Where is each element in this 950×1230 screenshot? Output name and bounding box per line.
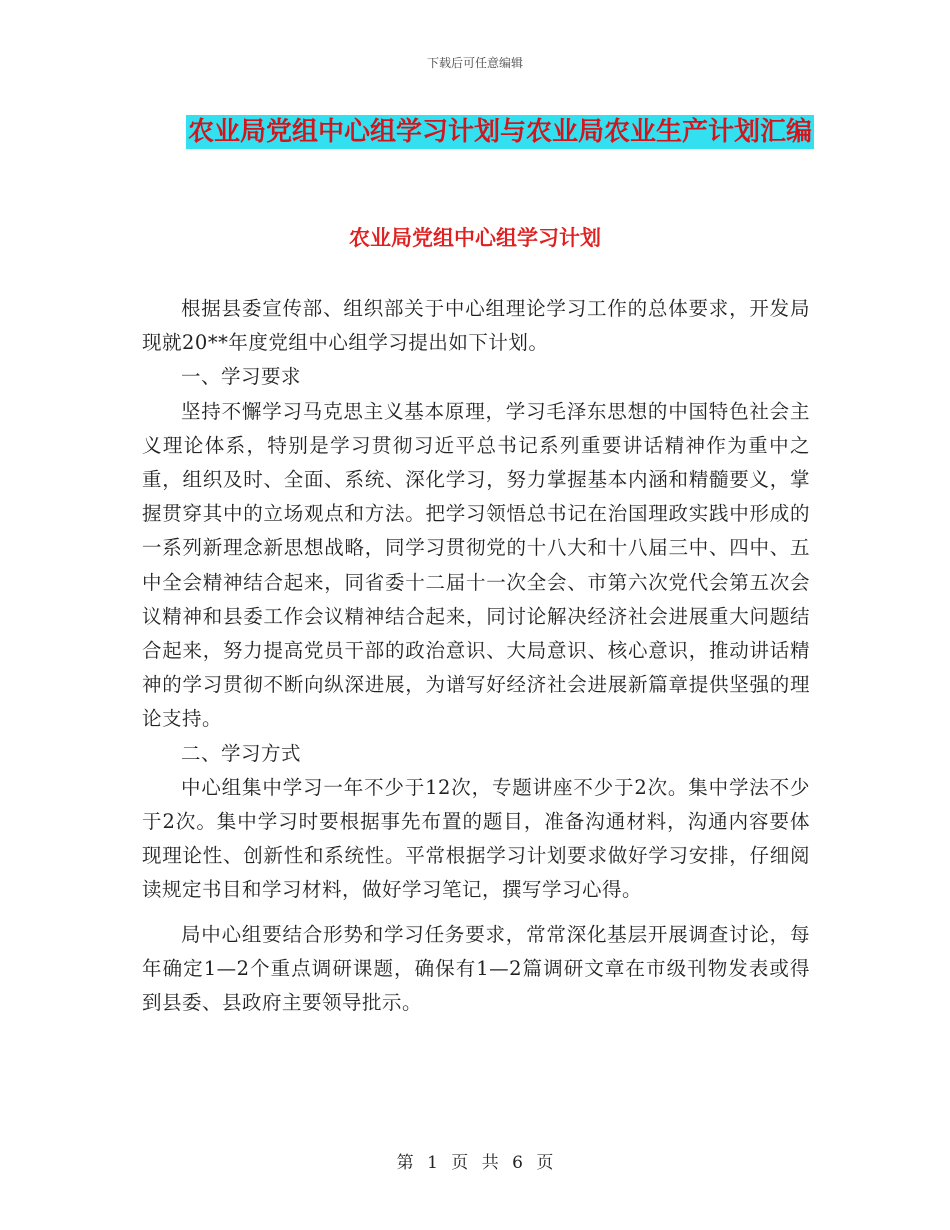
research-paragraph: 局中心组要结合形势和学习任务要求，常常深化基层开展调查讨论，每年确定1—2个重点调研课题，确保有1—2篇调研文章在市级刊物发表或得到县委、县政府主要领导批示。 xyxy=(142,922,810,1015)
document-title-text: 农业局党组中心组学习计划与农业局农业生产计划汇编 xyxy=(187,117,812,147)
intro-paragraph: 根据县委宣传部、组织部关于中心组理论学习工作的总体要求，开发局现就20**年度党组中心组学习提出如下计划。 xyxy=(142,297,810,355)
page-footer: 第 1 页 共 6 页 xyxy=(396,1153,554,1173)
requirements-paragraph: 坚持不懈学习马克思主义基本原理，学习毛泽东思想的中国特色社会主义理论体系，特别是学习贯彻习近平总书记系列重要讲话精神作为重中之重，组织及时、全面、系统、深化学习，努力掌握基本内涵和精髓要义，掌握贯穿其中的立场观点和方法。把学习领悟总书记在治国理政实践中形成的一系列新理念新思想战略，同学习贯彻党的十八大和十八届三中、四中、五中全会精神结合起来，同省委十二届十一次全会、市第六次党代会第五次会议精神和县委工作会议精神结合起来，同讨论解决经济社会进展重大问题结合起来，努力提高党员干部的政治意识、大局意识、核心意识，推动讲话精神的学习贯彻不断向纵深进展，为谱写好经济社会进展新篇章提供坚强的理论支持。 xyxy=(142,399,810,731)
methods-paragraph: 中心组集中学习一年不少于12次，专题讲座不少于2次。集中学法不少于2次。集中学习时要根据事先布置的题目，准备沟通材料，沟通内容要体现理论性、创新性和系统性。平常根据学习计划要求做好学习安排，仔细阅读规定书目和学习材料，做好学习笔记，撰写学习心得。 xyxy=(142,775,810,902)
header-note: 下载后可任意编辑 xyxy=(426,56,523,70)
document-body xyxy=(142,292,810,1020)
heading-study-requirements: 一、学习要求 xyxy=(181,365,302,389)
heading-study-methods: 二、学习方式 xyxy=(181,741,302,765)
section-title: 农业局党组中心组学习计划 xyxy=(349,226,601,250)
document-title xyxy=(180,108,820,156)
